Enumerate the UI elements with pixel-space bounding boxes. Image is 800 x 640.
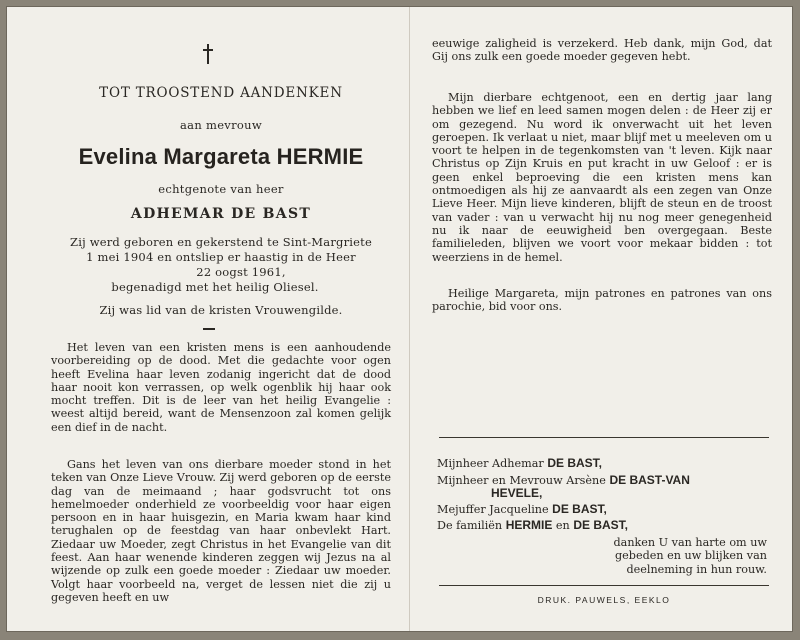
paragraph-4: Mijn dierbare echtgenoot, een en dertig jaar lang hebben we lief en leed samen mogen delen : de Heer zij er om gezegend. Nu word ik onverwacht uit het leven geroepen. Ik verlaat u niet, maar blijf met u meeleven om u voort te helpen in de tegenkomsten van 't leven. Kijk naar Christus op Zijn Kruis en put kracht in uw Geloof : er is geen enkel beproeving die een kristen mens kan ontmoedigen als hij ze aanvaardt als een zegen van Onze Lieve Heer. Mijn lieve kinderen, blijft de steun en de troost van vader : van u verwacht hij nu nog meer genegenheid nu ik naar de eeuwigheid ben overgegaan. Beste familieleden, blijven we voort voor mekaar bidden : tot weerziens in de hemel. — [432, 91, 772, 264]
rule-top — [439, 437, 769, 438]
thanks-closing: danken U van harte om uw gebeden en uw blijken van deelneming in hun rouw. — [613, 536, 767, 576]
aan-mevrouw: aan mevrouw — [180, 118, 262, 132]
echtgenote-label: echtgenote van heer — [158, 182, 284, 196]
separator-dash — [203, 328, 215, 330]
thanks-line-4: Mejuffer Jacqueline DE BAST, — [437, 502, 607, 516]
thanks-line-5: De familiën HERMIE en DE BAST, — [437, 518, 628, 532]
paragraph-3: eeuwige zaligheid is verzekerd. Heb dank, mijn God, dat Gij ons zulk een goede moeder gegeven hebt. — [432, 37, 772, 64]
paragraph-1: Het leven van een kristen mens is een aanhoudende voorbereiding op de dood. Met die gedachte voor ogen heeft Evelina haar leven zodanig ingericht dat de dood haar nooit kon verrassen, op welk ogenblik hij haar ook mocht treffen. Dit is de leer van het heilig Evangelie : weest altijd bereid, want de Mensenzoon zal komen gelijk een dief in de nacht. — [51, 341, 391, 434]
thanks-line-2: Mijnheer en Mevrouw Arsène DE BAST-VAN — [437, 473, 690, 487]
birth-line-4: begenadigd met het heilig Oliesel. — [111, 280, 319, 294]
rule-bottom — [439, 585, 769, 586]
thanks-line-3: HEVELE, — [491, 486, 543, 500]
spouse-name: ADHEMAR DE BAST — [130, 206, 312, 222]
birth-line-1: Zij werd geboren en gekerstend te Sint-Margriete — [70, 235, 372, 249]
memorial-card — [6, 6, 793, 632]
birth-line-3: 22 oogst 1961, — [196, 265, 286, 279]
cross-icon — [201, 43, 215, 65]
printer-credit: DRUK. PAUWELS, EEKLO — [537, 595, 671, 605]
birth-line-2: 1 mei 1904 en ontsliep er haastig in de Heer — [86, 250, 356, 264]
paragraph-5: Heilige Margareta, mijn patrones en patrones van ons parochie, bid voor ons. — [432, 287, 772, 314]
thanks-line-1: Mijnheer Adhemar DE BAST, — [437, 456, 602, 470]
page-heading: TOT TROOSTEND AANDENKEN — [99, 85, 343, 101]
deceased-name: Evelina Margareta HERMIE — [78, 144, 364, 169]
guild-line: Zij was lid van de kristen Vrouwengilde. — [99, 303, 343, 317]
paragraph-2: Gans het leven van ons dierbare moeder stond in het teken van Onze Lieve Vrouw. Zij werd geboren op de eerste dag van de meimaand ; haar godsvrucht tot ons hemelmoeder onderhield ze voorbeeldig voor haar eigen persoon en in haar huisgezin, en Maria kwam haar kind terughalen op de feestdag van haar onbevlekt Hart. Ziedaar uw Moeder, zegt Christus in het Evangelie van dit feest. Aan haar wenende kinderen zeggen wij Jezus na al wijzende op zulk een goede moeder : Ziedaar uw moeder. Volgt haar voorbeeld na, verget de lessen niet die zij u gegeven heeft en uw — [51, 458, 391, 604]
fold-line — [409, 7, 410, 631]
